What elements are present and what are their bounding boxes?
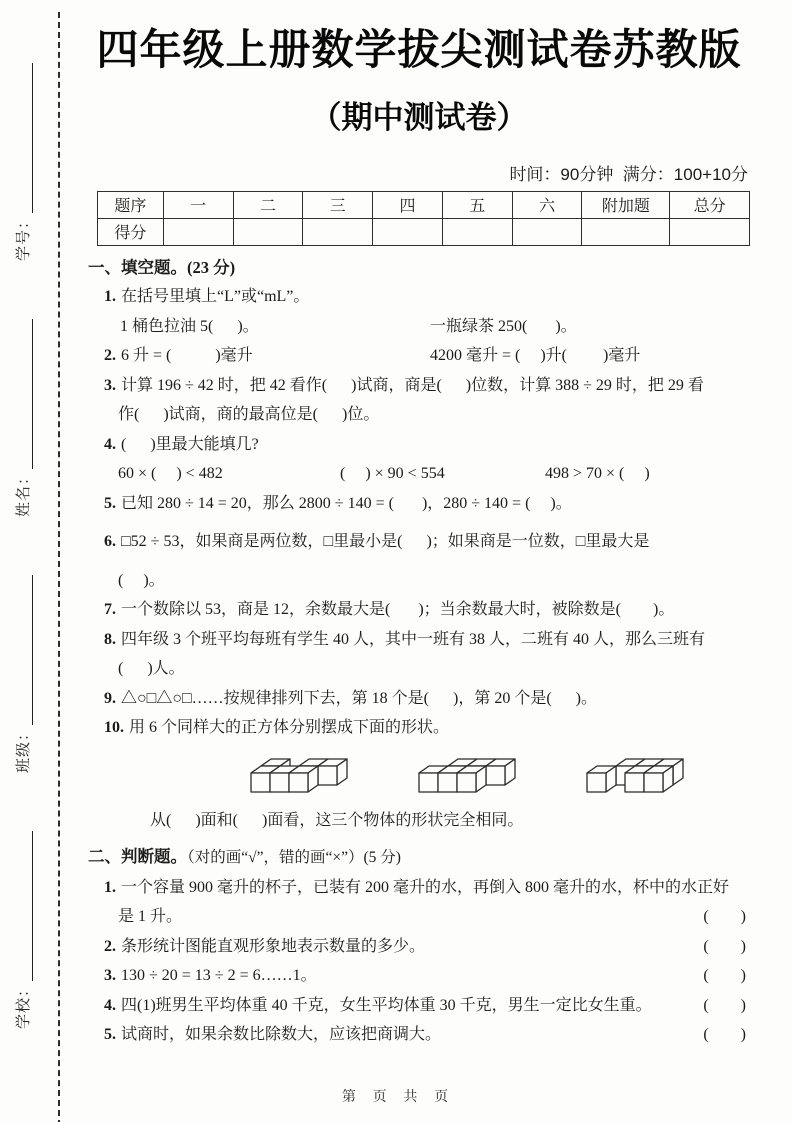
question-line-s1q5: [88, 489, 750, 519]
class-label: 班级：: [15, 724, 32, 773]
question-number: 5.: [104, 1026, 116, 1043]
question-line-s2q3: [88, 961, 750, 991]
question-text: 2. 6 升 = ( )毫升: [104, 347, 253, 364]
question-text: 1 桶色拉油 5( )。: [120, 317, 259, 335]
score-table: [97, 191, 750, 246]
question-text: ( )里最大能填几?: [121, 435, 259, 453]
question-number: 6.: [104, 533, 116, 550]
student-info-sidebar: [0, 19, 44, 1122]
section2-heading-note: （对的画“√”，错的画“×”）(5 分): [187, 849, 401, 866]
question-text: 在括号里填上“L”或“mL”。: [121, 288, 310, 305]
school-label: 学校：: [15, 980, 32, 1029]
question-line-s1q1-sub: [88, 312, 750, 342]
question-text: 作( )试商，商的最高位是( )位。: [118, 406, 380, 423]
student-number-label: 学号：: [15, 212, 32, 261]
page-footer: 第 页 共 页: [341, 1088, 452, 1104]
question-text: 3. 130 ÷ 20 = 13 ÷ 2 = 6……1。: [104, 967, 317, 984]
question-line-s1q8-cont: [88, 654, 750, 684]
question-text: 498 > 70 × ( ): [545, 465, 650, 482]
question-line-s1q1: [88, 282, 750, 312]
question-line-s1q10: [88, 713, 750, 743]
question-number: 9.: [104, 689, 116, 707]
question-line-s2q5: [88, 1020, 750, 1050]
question-number: 1.: [104, 288, 116, 305]
score-header-cell: 三: [303, 191, 373, 218]
question-line-s1q10-caption: 从( )面和( )面看，这三个物体的形状完全相同。: [150, 811, 524, 829]
score-cell: [442, 218, 512, 245]
question-number: 4.: [104, 435, 116, 453]
sidebar-field-student-number: [12, 63, 33, 261]
score-cell: [163, 218, 233, 245]
score-cell: [303, 218, 373, 245]
score-row-label: 得分: [98, 218, 164, 245]
score-header-cell: 五: [442, 191, 512, 218]
paper-subtitle: （期中测试卷）: [310, 99, 528, 135]
question-line-s1q7: [88, 595, 750, 625]
question-line-s1q3: [88, 371, 750, 401]
student-number-blank-line: [16, 63, 33, 213]
question-text: □52 ÷ 53，如果商是两位数，□里最小是( )；如果商是一位数，□里最大是: [121, 533, 650, 550]
cube-figure-2: [416, 753, 516, 804]
name-label: 姓名：: [15, 468, 32, 517]
score-table-value-row: [98, 218, 750, 245]
paper-title: 四年级上册数学拔尖测试卷苏教版: [96, 26, 742, 73]
question-number: 8.: [104, 630, 116, 648]
answer-brackets: ( ): [703, 996, 746, 1014]
name-blank-line: [16, 319, 33, 469]
question-line-s1q6: [88, 527, 750, 557]
question-text: 4. 四(1)班男生平均体重 40 千克，女生平均体重 30 千克，男生一定比女生重。: [104, 996, 652, 1014]
question-text: 60 × ( ) < 482: [118, 465, 223, 482]
question-text: 一瓶绿茶 250( )。: [430, 317, 577, 335]
cube-figures-row: [248, 748, 750, 804]
question-text: 一个数除以 53，商是 12，余数最大是( )；当余数最大时，被除数是( )。: [121, 601, 675, 618]
question-text: 一个容量 900 毫升的杯子，已装有 200 毫升的水，再倒入 800 毫升的水，杯中的水正好: [121, 878, 730, 896]
question-line-s1q2: [88, 341, 750, 371]
question-text: 5. 试商时，如果余数比除数大，应该把商调大。: [104, 1026, 442, 1043]
question-number: 10.: [104, 719, 124, 736]
section1-heading: 一、填空题。(23 分): [88, 257, 236, 277]
score-header-cell: 四: [373, 191, 443, 218]
question-text: 计算 196 ÷ 42 时，把 42 看作( )试商，商是( )位数，计算 388 ÷ 29 时，把 29 看: [121, 376, 704, 394]
question-line-s1q4-sub: [88, 459, 750, 489]
score-header-cell: 附加题: [582, 191, 670, 218]
sidebar-field-class: [12, 575, 33, 773]
score-header-cell: 二: [233, 191, 303, 218]
score-cell: [512, 218, 582, 245]
score-table-header-row: [98, 191, 750, 218]
score-cell: [233, 218, 303, 245]
answer-brackets: ( ): [703, 908, 746, 925]
class-blank-line: [16, 575, 33, 725]
question-text: 是 1 升。: [118, 908, 183, 925]
question-number: 2.: [104, 937, 116, 955]
question-text: ( )人。: [118, 660, 185, 677]
question-line-s2q2: [88, 932, 750, 962]
question-number: 7.: [104, 601, 116, 618]
question-number: 1.: [104, 878, 116, 896]
question-text: 4200 毫升 = ( )升( )毫升: [430, 347, 641, 364]
section2-heading: [88, 842, 750, 873]
section2-heading-title: 二、判断题。: [88, 847, 187, 866]
question-line-s1q4: [88, 430, 750, 460]
time-and-score-info: 时间：90分钟 满分：100+10分: [509, 164, 748, 184]
sidebar-field-name: [12, 319, 33, 517]
score-header-cell: 一: [163, 191, 233, 218]
question-number: 3.: [104, 376, 116, 394]
question-text: 用 6 个同样大的正方体分别摆成下面的形状。: [129, 719, 450, 736]
question-line-s1q6-cont: [88, 566, 750, 596]
question-text: 四年级 3 个班平均每班有学生 40 人，其中一班有 38 人，二班有 40 人，那么三班有: [121, 630, 706, 648]
question-line-s1q3-cont: [88, 400, 750, 430]
question-number: 2.: [104, 347, 116, 364]
answer-brackets: ( ): [703, 967, 746, 984]
cube-figure-3: [584, 753, 684, 804]
question-line-s2q4: [88, 991, 750, 1021]
question-number: 5.: [104, 494, 116, 512]
question-line-s2q1: [88, 873, 750, 903]
cube-figure-1: [248, 753, 348, 804]
question-text: ( ) × 90 < 554: [340, 465, 445, 482]
sidebar-field-school: [12, 831, 33, 1029]
question-text: △○□△○□……按规律排列下去，第 18 个是( )，第 20 个是( )。: [121, 689, 597, 707]
question-number: 3.: [104, 967, 116, 984]
score-cell: [373, 218, 443, 245]
question-line-s2q1-cont: [88, 902, 750, 932]
answer-brackets: ( ): [703, 937, 746, 955]
answer-brackets: ( ): [703, 1026, 746, 1043]
paper-content: [88, 0, 750, 1050]
question-line-s1q9: [88, 684, 750, 714]
question-line-s1q8: [88, 625, 750, 655]
school-blank-line: [16, 831, 33, 981]
score-header-cell: 总分: [670, 191, 750, 218]
question-number: 4.: [104, 996, 116, 1014]
score-header-cell: 题序: [98, 191, 164, 218]
seal-dashed-line: [58, 12, 60, 1122]
score-header-cell: 六: [512, 191, 582, 218]
question-text: ( )。: [118, 571, 165, 589]
score-cell: [582, 218, 670, 245]
score-cell: [670, 218, 750, 245]
question-text: 已知 280 ÷ 14 = 20，那么 2800 ÷ 140 = ( )，280 ÷ 140 = ( )。: [121, 494, 572, 512]
question-text: 2. 条形统计图能直观形象地表示数量的多少。: [104, 937, 426, 955]
